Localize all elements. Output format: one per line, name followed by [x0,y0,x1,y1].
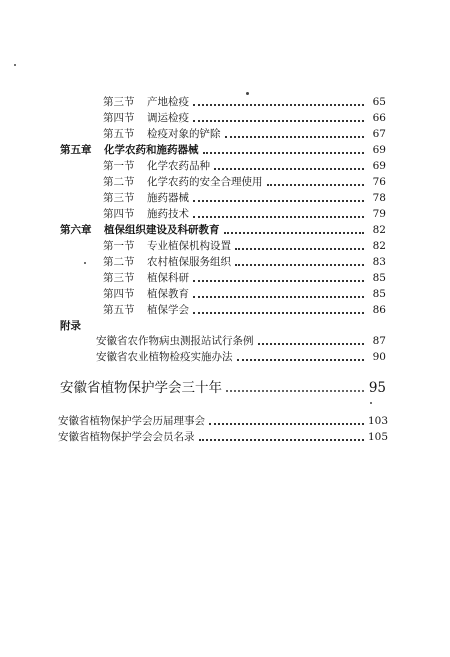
leader-dots [226,389,364,392]
page-number: 87 [372,335,386,347]
page-number: 105 [367,431,388,443]
toc-entry [103,190,386,206]
leader-dots [199,438,364,441]
section-number: 第二节 [103,256,135,268]
section-title: 植保学会 [147,304,189,316]
toc-entry [103,174,386,190]
leader-dots [193,215,364,218]
section-number: 第四节 [103,208,135,220]
toc-entry [103,302,386,318]
page-number: 82 [372,240,386,252]
chapter-number: 第六章 [60,224,92,236]
page-number: 83 [372,256,386,268]
section-number: 第四节 [103,112,135,124]
toc-entry [103,126,386,142]
appendix-title: 安徽省农作物病虫测报站试行条例 [96,335,254,347]
section-thirty-years [60,378,386,398]
society-title: 安徽省植物保护学会历届理事会 [58,415,205,427]
toc-entry [103,238,386,254]
appendix-entry [96,349,386,365]
appendix-title: 安徽省农业植物检疫实施办法 [96,351,233,363]
leader-dots [193,103,364,106]
page-number: 95 [368,380,386,396]
leader-dots [235,247,364,250]
page-number: 76 [372,176,386,188]
page-number: 79 [372,208,386,220]
leader-dots [214,167,364,170]
chapter-title: 化学农药和施药器械 [104,144,199,156]
page-number: 78 [372,192,386,204]
section-number: 第三节 [103,96,135,108]
scan-speck [84,262,86,264]
section-title: 调运检疫 [147,112,189,124]
page-number: 86 [372,304,386,316]
section-title: 检疫对象的铲除 [147,128,221,140]
toc-entry [103,110,386,126]
section-number: 第五节 [103,128,135,140]
scan-speck [14,64,16,66]
toc-entry [103,94,386,110]
toc-entry [103,158,386,174]
leader-dots [225,135,365,138]
leader-dots [193,295,364,298]
toc-chapter-entry [60,222,386,238]
leader-dots [224,231,365,234]
section-title: 施药器械 [147,192,189,204]
leader-dots [193,311,364,314]
toc-entry [103,206,386,222]
leader-dots [237,358,365,361]
page-number: 90 [372,351,386,363]
thirty-years-title: 安徽省植物保护学会三十年 [60,380,222,396]
section-title: 植保教育 [147,288,189,300]
section-number: 第四节 [103,288,135,300]
leader-dots [193,199,364,202]
toc-entry [103,286,386,302]
society-entry [58,429,388,445]
leader-dots [209,422,364,425]
leader-dots [203,151,365,154]
section-number: 第二节 [103,176,135,188]
page-number: 103 [367,415,388,427]
section-number: 第三节 [103,192,135,204]
section-title: 化学农药品种 [147,160,210,172]
section-title: 施药技术 [147,208,189,220]
society-title: 安徽省植物保护学会会员名录 [58,431,195,443]
page-number: 69 [372,160,386,172]
leader-dots [258,342,365,345]
society-entry [58,413,388,429]
leader-dots [193,279,364,282]
toc-chapter-entry [60,142,386,158]
appendix-heading: 附录 [60,320,81,332]
page-number: 69 [372,144,386,156]
toc-entry [103,270,386,286]
page-number: 67 [372,128,386,140]
page-number: 85 [372,272,386,284]
section-number: 第三节 [103,272,135,284]
leader-dots [193,119,364,122]
page-number: 85 [372,288,386,300]
leader-dots [235,263,364,266]
section-title: 产地检疫 [147,96,189,108]
section-number: 第五节 [103,304,135,316]
leader-dots [267,183,365,186]
section-title: 化学农药的安全合理使用 [147,176,263,188]
page-number: 82 [372,224,386,236]
section-number: 第一节 [103,160,135,172]
section-number: 第一节 [103,240,135,252]
page-number: 65 [372,96,386,108]
scan-speck [246,92,249,95]
scan-speck [370,402,372,404]
toc-entry [103,254,386,270]
section-title: 植保科研 [147,272,189,284]
chapter-title: 植保组织建设及科研教育 [104,224,220,236]
section-title: 专业植保机构设置 [147,240,231,252]
chapter-number: 第五章 [60,144,92,156]
page-number: 66 [372,112,386,124]
appendix-entry [96,333,386,349]
section-title: 农村植保服务组织 [147,256,231,268]
